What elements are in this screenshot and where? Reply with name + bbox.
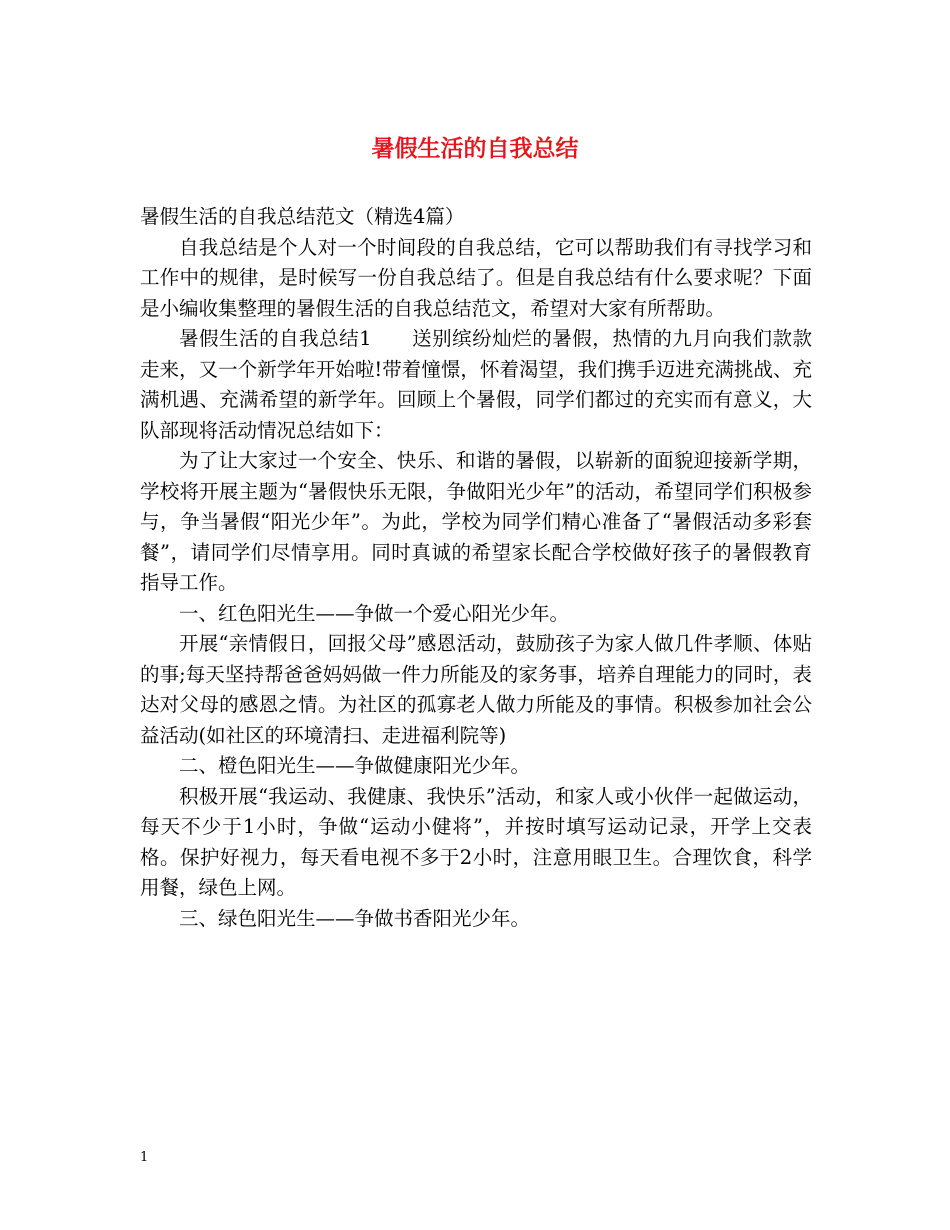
document-body <box>140 202 812 934</box>
paragraph-activity-theme: 为了让大家过一个安全、快乐、和谐的暑假，以崭新的面貌迎接新学期，学校将开展主题为“暑假快乐无限，争做阳光少年”的活动，希望同学们积极参与，争当暑假“阳光少年”。为此，学校为同学们精心准备了“暑假活动多彩套餐”，请同学们尽情享用。同时真诚的希望家长配合学校做好孩子的暑假教育指导工作。 <box>140 449 812 594</box>
section-heading-green: 三、绿色阳光生——争做书香阳光少年。 <box>179 906 531 930</box>
document-subtitle: 暑假生活的自我总结范文（精选4篇） <box>140 205 465 228</box>
paragraph-orange: 积极开展“我运动、我健康、我快乐”活动，和家人或小伙伴一起做运动，每天不少于1小时，争做“运动小健将”，并按时填写运动记录，开学上交表格。保护好视力，每天看电视不多于2小时，注意用眼卫生。合理饮食，科学用餐，绿色上网。 <box>140 784 812 899</box>
paragraph-intro: 自我总结是个人对一个时间段的自我总结，它可以帮助我们有寻找学习和工作中的规律，是时候写一份自我总结了。但是自我总结有什么要求呢？下面是小编收集整理的暑假生活的自我总结范文，希望对大家有所帮助。 <box>140 235 812 320</box>
paragraph-summary-1: 暑假生活的自我总结1 送别缤纷灿烂的暑假，热情的九月向我们款款走来，又一个新学年开始啦!带着憧憬，怀着渴望，我们携手迈进充满挑战、充满机遇、充满希望的新学年。回顾上个暑假，同学们都过的充实而有意义，大队部现将活动情况总结如下： <box>140 327 812 442</box>
document-title: 暑假生活的自我总结 <box>371 135 579 162</box>
paragraph-red: 开展“亲情假日，回报父母”感恩活动，鼓励孩子为家人做几件孝顺、体贴的事;每天坚持帮爸爸妈妈做一件力所能及的家务事，培养自理能力的同时，表达对父母的感恩之情。为社区的孤寡老人做力所能及的事情。积极参加社会公益活动(如社区的环境清扫、走进福利院等) <box>140 632 812 747</box>
section-heading-red: 一、红色阳光生——争做一个爱心阳光少年。 <box>179 601 570 625</box>
page-number: 1 <box>140 1150 149 1165</box>
section-heading-orange: 二、橙色阳光生——争做健康阳光少年。 <box>179 754 531 777</box>
